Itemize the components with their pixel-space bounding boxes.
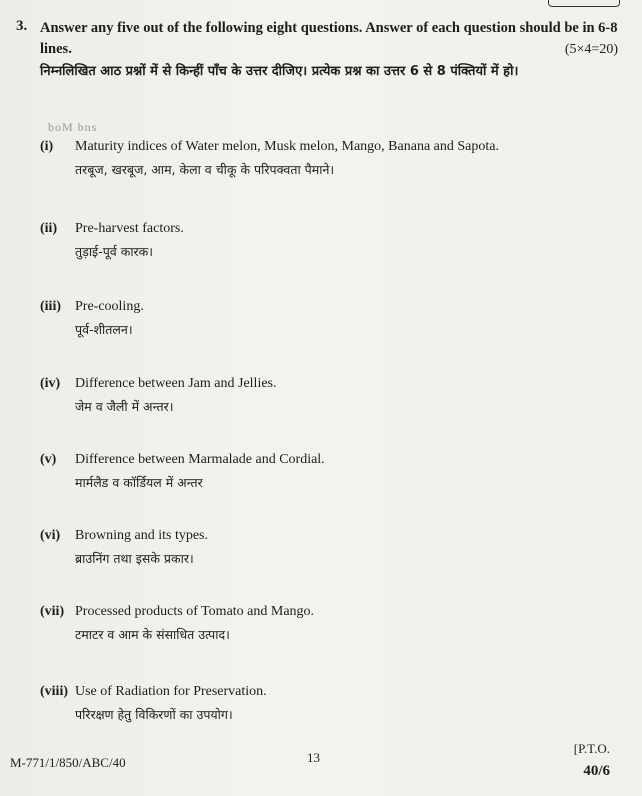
item-number: (iii) [40, 299, 61, 314]
item-hindi: जेम व जैली में अन्तर। [75, 399, 174, 414]
marks-allocation: (5×4=20) [564, 42, 618, 57]
item-number: (iv) [40, 376, 61, 391]
paper-code: M-771/1/850/ABC/40 [10, 755, 126, 770]
item-english: Difference between Marmalade and Cordial. [75, 452, 325, 467]
question-number: 3. [16, 18, 28, 34]
item-english: Pre-cooling. [75, 299, 144, 314]
item-number: (vi) [40, 528, 61, 543]
item-hindi: पूर्व-शीतलन। [75, 322, 133, 337]
instruction-hindi: निम्नलिखित आठ प्रश्नों में से किन्हीं पाँच के उत्तर दीजिए। प्रत्येक प्रश्न का उत्तर 6 से 8 पंक्तियों में हो। [40, 64, 519, 79]
item-english: Difference between Jam and Jellies. [75, 376, 277, 391]
bleed-through-text: boM bns [48, 120, 98, 134]
instruction-english-text: Answer any five out of the following eight questions. Answer of each question should be in 6-8 lines. [40, 20, 618, 57]
item-hindi: ब्राउनिंग तथा इसके प्रकार। [75, 551, 194, 566]
item-number: (i) [40, 139, 54, 154]
corner-box-mark [548, 0, 620, 7]
item-number: (v) [40, 452, 57, 467]
item-hindi: तरबूज, खरबूज, आम, केला व चीकू के परिपक्वता पैमाने। [75, 162, 335, 177]
item-english: Maturity indices of Water melon, Musk melon, Mango, Banana and Sapota. [75, 139, 499, 154]
item-number: (vii) [40, 604, 65, 619]
item-number: (ii) [40, 221, 58, 236]
item-hindi: तुड़ाई-पूर्व कारक। [75, 244, 154, 259]
instruction-english [40, 18, 622, 60]
item-number: (viii) [40, 684, 68, 699]
page-number: 13 [307, 750, 320, 765]
item-hindi: मार्मलैड व कॉर्डियल में अन्तर [75, 475, 203, 490]
sheet-number: 40/6 [583, 763, 610, 779]
item-hindi: परिरक्षण हेतु विकिरणों का उपयोग। [75, 707, 233, 722]
item-english: Pre-harvest factors. [75, 221, 184, 236]
item-english: Use of Radiation for Preservation. [75, 684, 267, 699]
item-english: Processed products of Tomato and Mango. [75, 604, 315, 619]
item-english: Browning and its types. [75, 528, 208, 543]
pto-mark: [P.T.O. [573, 741, 610, 756]
item-hindi: टमाटर व आम के संसाधित उत्पाद। [75, 627, 230, 642]
